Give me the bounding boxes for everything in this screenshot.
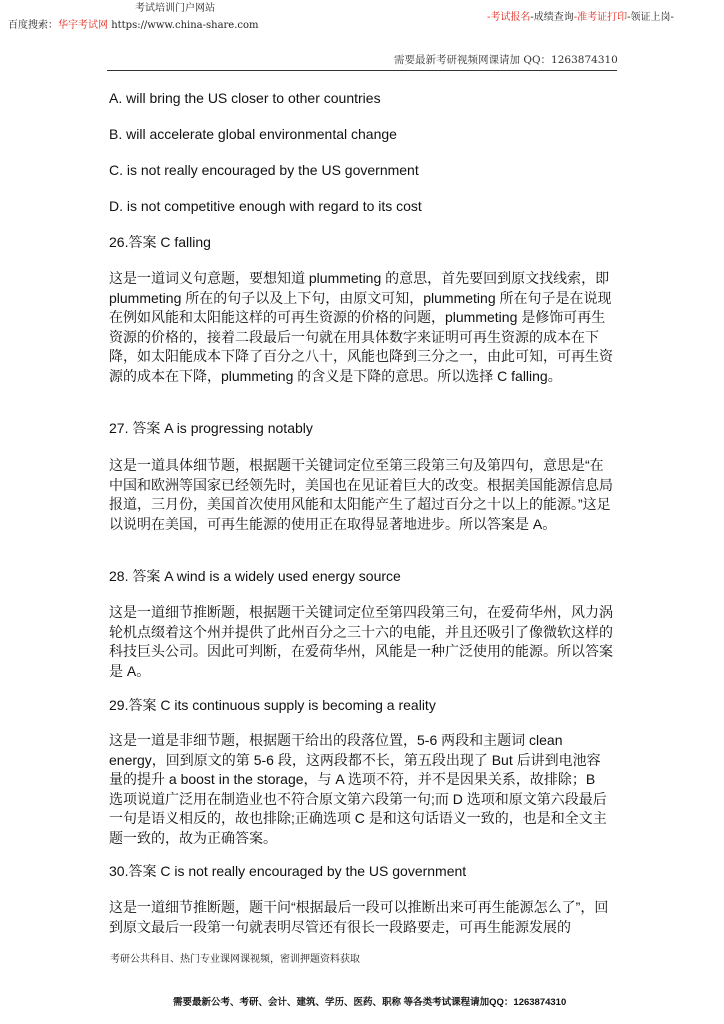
qq-notice: 需要最新考研视频网课请加 QQ：1263874310 — [394, 54, 618, 66]
answer-explanation-27: 这是一道具体细节题，根据题干关键词定位至第三段第三句及第四句，意思是“在中国和欧洲等国家已经领先时，美国也在见证着巨大的改变。根据美国能源信息局报道，三月份，美国首次使用风能和太阳能产生了超过百分之十以上的能源。”这足以说明在美国，可再生能源的使用正在取得显著地进步。所以答案是 A。 — [109, 457, 613, 532]
footer-line-1: 考研公共科目、热门专业课网课视频，密训押题资料获取 — [110, 954, 360, 965]
answer-explanation-29: 这是一道是非细节题，根据题干给出的段落位置，5-6 两段和主题词 clean energy，回到原文的第 5-6 段，这两段都不长，第五段出现了 But 后讲到电池容量的提升 a boost in the storage，与 A 选项不符，并不是因果关系，故排除；B 选项说道广泛用在制造业也不符合原文第六段第一句;而 D 选项和原文第六段最后一句是语义相反的，故也排除;正确选项 C 是和这句话语义一致的，也是和全文主题一致的，故为正确答案。 — [109, 732, 607, 846]
option-a: A. will bring the US closer to other countries — [109, 90, 381, 106]
header-divider — [107, 70, 617, 71]
link-certification[interactable]: -领证上岗- — [627, 12, 674, 23]
answer-explanation-30: 这是一道细节推断题，题干问“根据最后一段可以推断出来可再生能源怎么了”，回到原文最后一段第一句就表明尽管还有很长一段路要走，可再生能源发展的 — [109, 899, 609, 935]
search-prefix: 百度搜索： — [8, 20, 58, 31]
answer-heading-30: 30.答案 C is not really encouraged by the US government — [109, 863, 467, 879]
option-b: B. will accelerate global environmental change — [109, 126, 397, 142]
header-links — [487, 12, 674, 24]
link-score-query[interactable]: -成绩查询 — [530, 12, 574, 23]
answer-heading-29: 29.答案 C its continuous supply is becoming a reality — [109, 697, 436, 713]
footer-line-2: 需要最新公考、考研、会计、建筑、学历、医药、职称 等各类考试课程请加QQ：1263874310 — [173, 997, 567, 1008]
answer-explanation-28: 这是一道细节推断题，根据题干关键词定位至第四段第三句，在爱荷华州，风力涡轮机点缀着这个州并提供了此州百分之三十六的电能，并且还吸引了像微软这样的科技巨头公司。因此可判断，在爱荷华州，风能是一种广泛使用的能源。所以答案是 A。 — [109, 604, 613, 679]
answer-explanation-26: 这是一道词义句意题，要想知道 plummeting 的意思，首先要回到原文找线索，即 plummeting 所在的句子以及上下句，由原文可知，plummeting 所在句子是在说现在例如风能和太阳能这样的可再生资源的价格的问题，plummeting 是修饰可再生资源的价格的，接着二段最后一句就在用具体数字来证明可再生资源的成本在下降，如太阳能成本下降了百分之八十，风能也降到三分之一，由此可知，可再生资源的成本在下降，plummeting 的含义是下降的意思。所以选择 C falling。 — [109, 270, 613, 384]
search-keyword[interactable]: 华宇考试网 — [58, 20, 108, 31]
option-c: C. is not really encouraged by the US government — [109, 162, 419, 178]
answer-heading-27: 27. 答案 A is progressing notably — [109, 420, 313, 436]
site-url[interactable]: https://www.china-share.com — [111, 20, 259, 31]
answer-heading-28: 28. 答案 A wind is a widely used energy source — [109, 568, 401, 584]
link-admission-ticket[interactable]: -准考证打印 — [573, 12, 628, 23]
link-exam-registration[interactable]: -考试报名 — [487, 12, 531, 23]
site-title: 考试培训门户网站 — [135, 3, 215, 14]
option-d: D. is not competitive enough with regard to its cost — [109, 198, 422, 214]
answer-heading-26: 26.答案 C falling — [109, 234, 211, 250]
search-hint — [8, 20, 259, 32]
